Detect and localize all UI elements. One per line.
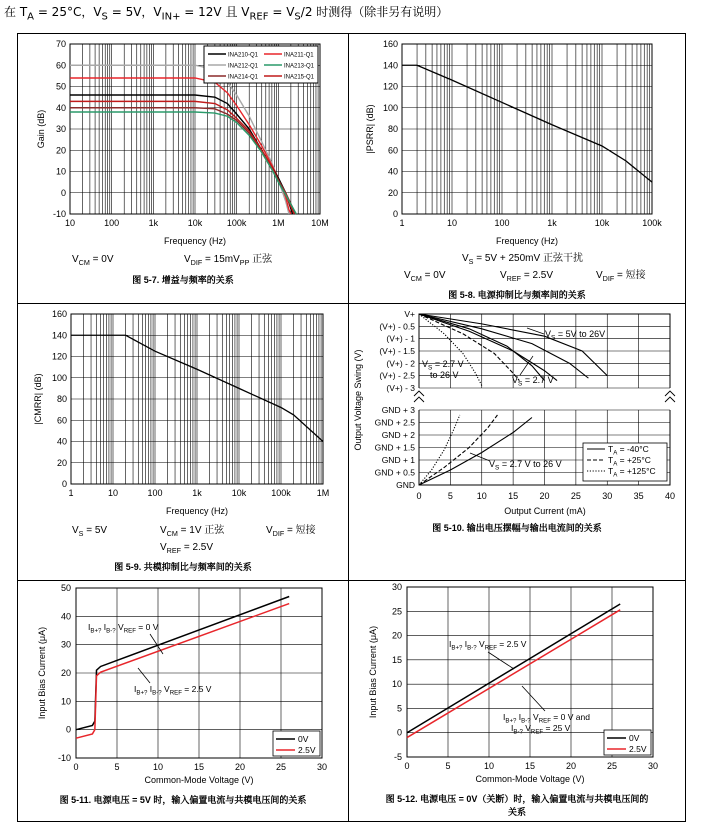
y-tick-label: 0 xyxy=(60,187,66,198)
y-axis-label: |PSRR| (dB) xyxy=(365,104,375,154)
x-tick-label: 5 xyxy=(114,762,120,772)
x-axis-label: Frequency (Hz) xyxy=(163,236,227,246)
legend xyxy=(204,46,318,83)
x-tick-label: 1 xyxy=(68,488,74,498)
condition-vref-part: = 2.5V xyxy=(181,542,214,553)
y-tick-label: GND + 1 xyxy=(381,455,415,465)
series-ina213-q1 xyxy=(70,112,296,214)
y-axis-label: Gain (dB) xyxy=(36,109,46,149)
legend-label: 0V xyxy=(298,734,309,744)
annotation-vs-2p7-tail: to 26 V xyxy=(430,370,459,380)
x-tick-label: 25 xyxy=(570,491,581,501)
condition-vdif xyxy=(266,523,316,538)
x-axis-label: Common-Mode Voltage (V) xyxy=(144,775,254,785)
header-suffix: /2 时测得（除非另有说明） xyxy=(300,5,449,19)
y-tick-label: (V+) - 3 xyxy=(386,383,415,393)
condition-vdif-part: = 短接 xyxy=(284,525,316,536)
condition-vcm-part: = 1V 正弦 xyxy=(177,525,225,536)
condition-vdif-part: DIF xyxy=(272,528,285,538)
condition-vdif-part: DIF xyxy=(602,273,615,283)
y-tick-label: (V+) - 1 xyxy=(386,333,415,344)
annotation-vref-2p5-part: I xyxy=(462,639,468,649)
x-axis-label: Frequency (Hz) xyxy=(495,236,559,246)
annotation-vref-2p5-part: B+? xyxy=(136,689,148,697)
x-tick-label: 15 xyxy=(508,491,519,501)
condition-vdif xyxy=(184,252,273,267)
x-tick-label: 40 xyxy=(664,491,676,501)
y-tick-label: (V+) - 2.5 xyxy=(379,370,415,381)
y-tick-label: -5 xyxy=(393,752,402,762)
legend-label: 0V xyxy=(629,733,640,743)
annotation-leader xyxy=(522,686,545,711)
annotation-vs-2p7-left-part: V xyxy=(422,359,429,369)
y-tick-label: 40 xyxy=(387,166,398,177)
annotation-vref-25-part: V xyxy=(522,723,531,733)
legend-label-part: A xyxy=(613,449,618,457)
annotation-vref-0-part: I xyxy=(88,622,91,632)
condition-vs-part: V xyxy=(72,525,79,536)
x-tick-label: 0 xyxy=(404,761,410,771)
condition-vref-part: V xyxy=(500,270,507,281)
annotation-vs-5-26-part: = 5V to 26V xyxy=(555,329,606,339)
x-axis-label: Output Current (mA) xyxy=(504,506,586,516)
y-tick-label: 60 xyxy=(387,145,398,156)
x-tick-label: 1 xyxy=(399,218,405,228)
y-tick-label: 60 xyxy=(56,415,67,426)
annotation-vs-2p7-mid-part: V xyxy=(512,375,519,385)
y-tick-label: GND + 3 xyxy=(381,405,415,415)
condition-vs-part: = 5V xyxy=(83,525,108,536)
condition-vs-part: = 5V + 250mV 正弦干扰 xyxy=(473,253,583,264)
y-tick-label: 30 xyxy=(55,124,66,134)
condition-vref xyxy=(160,542,213,555)
condition-vdif-part: 正弦 xyxy=(249,254,273,265)
y-tick-label: 0 xyxy=(396,727,402,738)
legend-label-part: A xyxy=(613,460,618,468)
fig-5-8-psrr-vs-frequency xyxy=(365,39,662,300)
x-tick-label: 100 xyxy=(494,218,510,228)
x-tick-label: 15 xyxy=(524,761,536,771)
y-tick-label: 30 xyxy=(60,639,71,650)
y-tick-label: 60 xyxy=(55,60,66,71)
figure-caption: 图 5-10. 输出电压摆幅与输出电流间的关系 xyxy=(432,523,602,533)
legend-label: INA213-Q1 xyxy=(284,63,315,70)
y-tick-label: 10 xyxy=(55,166,66,177)
y-tick-label: 80 xyxy=(387,124,398,134)
y-tick-label: GND xyxy=(396,480,415,490)
y-tick-label: 25 xyxy=(391,606,402,617)
legend-label-part: T xyxy=(608,444,614,454)
legend-label-part: = +25°C xyxy=(617,455,651,465)
y-tick-label: 20 xyxy=(55,145,66,156)
condition-vdif-part: = 短接 xyxy=(614,270,646,281)
x-tick-label: 25 xyxy=(275,762,287,772)
condition-vdif-part: = 15mV xyxy=(202,254,240,265)
x-tick-label: 30 xyxy=(602,491,613,501)
series-ina215-q1 xyxy=(70,101,294,214)
legend xyxy=(604,730,651,755)
y-tick-label: V+ xyxy=(404,309,415,319)
y-tick-label: 0 xyxy=(65,724,71,735)
y-tick-label: 10 xyxy=(391,679,402,690)
figure-caption: 图 5-9. 共模抑制比与频率间的关系 xyxy=(114,562,252,572)
y-tick-label: 20 xyxy=(56,457,67,468)
condition-vref-part: REF xyxy=(506,273,522,283)
condition-vref-part: REF xyxy=(166,545,182,555)
x-tick-label: 10M xyxy=(311,218,329,228)
condition-vcm-part: CM xyxy=(166,528,178,538)
annotation-vref-0-and-part: I xyxy=(516,712,522,722)
annotation-leader xyxy=(488,652,514,669)
annotation-vref-0-and-part: B-? xyxy=(521,717,531,725)
condition-vs xyxy=(462,251,583,266)
header-vin-val: = 12V 且 V xyxy=(180,5,250,19)
annotation-vref-0-part: B+? xyxy=(90,627,102,635)
y-axis-label: Output Voltage Swing (V) xyxy=(353,349,363,451)
condition-vcm-part: = 0V xyxy=(89,254,114,265)
x-tick-label: 1k xyxy=(148,218,159,228)
annotation-vref-0-part: REF xyxy=(123,627,136,635)
annotation-vref-25-part: = 25 V xyxy=(543,723,571,733)
annotation-vs-5-26-part: V xyxy=(545,329,552,339)
x-tick-label: 20 xyxy=(234,762,246,772)
header-vs-sub: S xyxy=(101,11,108,23)
fig-5-7-gain-vs-frequency xyxy=(36,39,329,285)
condition-vcm xyxy=(72,254,114,267)
y-tick-label: -10 xyxy=(57,753,71,763)
annotation-vref-2p5-part: = 2.5 V xyxy=(496,639,527,649)
annotation-vref-25-part: REF xyxy=(530,728,544,736)
bottom-series-line xyxy=(419,415,460,485)
annotation-vref-0-and-part: I xyxy=(503,712,506,722)
x-tick-label: 100 xyxy=(104,218,120,228)
annotation-vs-bottom-part: S xyxy=(495,464,500,472)
x-tick-label: 1k xyxy=(547,218,557,228)
y-tick-label: (V+) - 0.5 xyxy=(379,321,415,332)
annotation-vref-2p5-part: = 2.5 V xyxy=(181,684,212,694)
condition-vcm-part: V xyxy=(404,270,411,281)
annotation-vs-2p7-mid-part: = 2.7 V xyxy=(522,375,554,385)
header-vs-val: = 5V，V xyxy=(107,5,162,19)
x-tick-label: 1M xyxy=(272,218,285,228)
y-tick-label: 160 xyxy=(51,309,67,319)
annotation-vref-0 xyxy=(88,622,159,634)
figure-caption: 图 5-7. 增益与频率的关系 xyxy=(132,275,234,285)
x-tick-label: 10 xyxy=(107,488,119,498)
legend-label-part: = -40°C xyxy=(617,444,649,454)
legend-label: INA211-Q1 xyxy=(284,52,314,59)
y-tick-label: 0 xyxy=(61,479,67,489)
x-tick-label: 10 xyxy=(476,491,487,501)
x-tick-label: 0 xyxy=(416,491,422,501)
y-tick-label: 80 xyxy=(56,394,67,404)
legend-label: 2.5V xyxy=(298,745,316,755)
y-tick-label: 100 xyxy=(382,102,398,113)
annotation-vs-2p7-left-part: = 2.7 V xyxy=(432,359,464,369)
condition-vs-part: S xyxy=(468,256,474,266)
x-tick-label: 1M xyxy=(316,488,330,498)
series-psrr xyxy=(402,65,652,182)
x-tick-label: 20 xyxy=(539,491,550,501)
header-ta-val: = 25°C，V xyxy=(34,5,102,19)
y-tick-label: 140 xyxy=(382,60,398,71)
y-tick-label: 120 xyxy=(382,81,398,92)
condition-vref-part: = 2.5V xyxy=(521,270,554,281)
annotation-vref-2p5 xyxy=(134,684,212,696)
figure-caption-line1: 图 5-12. 电源电压 = 0V（关断）时，输入偏置电流与共模电压间的 xyxy=(385,794,649,804)
condition-vcm-part: V xyxy=(160,525,167,536)
condition-vcm-part: CM xyxy=(78,257,90,267)
grid xyxy=(71,314,323,484)
y-tick-label: GND + 1.5 xyxy=(374,442,415,453)
figure-caption: 图 5-11. 电源电压 = 5V 时，输入偏置电流与共模电压间的关系 xyxy=(59,795,307,805)
x-tick-label: 10k xyxy=(594,218,610,228)
axis-break-left xyxy=(414,391,424,402)
annotation-vref-0-and-part: V xyxy=(530,712,539,722)
x-tick-label: 1k xyxy=(192,488,202,498)
condition-vs xyxy=(72,525,107,538)
series-2p5v xyxy=(76,604,289,739)
y-tick-label: 20 xyxy=(391,630,402,641)
annotation-vref-2p5-part: V xyxy=(476,639,485,649)
annotation-vs-5-26 xyxy=(545,329,605,342)
y-tick-label: 160 xyxy=(382,39,398,49)
annotation-vref-2p5-part: B+? xyxy=(451,644,463,652)
condition-vdif-part: PP xyxy=(239,257,250,267)
annotation-vs-bottom-part: V xyxy=(489,459,496,469)
y-tick-label: 40 xyxy=(60,611,71,622)
header-prefix: 在 T xyxy=(4,5,28,19)
x-tick-label: 25 xyxy=(606,761,618,771)
legend-label: INA215-Q1 xyxy=(284,74,315,81)
bottom-series-line xyxy=(419,418,532,486)
x-tick-label: 100k xyxy=(226,218,247,228)
x-tick-label: 20 xyxy=(565,761,577,771)
condition-vref xyxy=(500,270,553,283)
x-tick-label: 10 xyxy=(152,762,164,772)
annotation-vref-2p5-part: I xyxy=(449,639,452,649)
annotation-vref-2p5-part: REF xyxy=(169,689,182,697)
annotation-leader xyxy=(138,668,150,683)
x-tick-label: 100k xyxy=(271,488,291,498)
header-vref-sub: REF xyxy=(249,11,269,23)
y-tick-label: (V+) - 2 xyxy=(386,358,415,369)
series-ina210-q1 xyxy=(70,95,293,214)
x-tick-label: 10 xyxy=(483,761,495,771)
legend-label-part: A xyxy=(613,471,618,479)
y-tick-label: 140 xyxy=(51,330,67,341)
annotation-vref-2p5-part: I xyxy=(147,684,153,694)
y-tick-label: GND + 2.5 xyxy=(374,417,415,428)
x-tick-label: 100 xyxy=(147,488,163,498)
panel-frame xyxy=(18,34,686,822)
y-tick-label: 15 xyxy=(391,654,402,665)
grid xyxy=(402,44,652,214)
annotation-vs-2p7-mid xyxy=(512,375,554,388)
y-tick-label: 100 xyxy=(51,372,67,383)
condition-vdif-part: V xyxy=(596,270,603,281)
legend-label-part: = +125°C xyxy=(617,466,656,476)
annotation-vref-25-part: I xyxy=(511,723,514,733)
annotation-vref-0-part: V xyxy=(115,622,124,632)
y-tick-label: 20 xyxy=(387,187,398,198)
annotation-vs-bottom xyxy=(489,459,562,472)
y-tick-label: -10 xyxy=(52,209,66,219)
legend-label: INA210-Q1 xyxy=(228,52,259,59)
x-tick-label: 30 xyxy=(647,761,659,771)
y-tick-label: GND + 2 xyxy=(381,430,415,440)
legend-label: INA212-Q1 xyxy=(228,63,259,70)
y-axis-label: Input Bias Current (μA) xyxy=(37,626,47,720)
y-tick-label: 120 xyxy=(51,351,67,362)
header-vs2-sub: S xyxy=(294,11,301,23)
y-tick-label: 20 xyxy=(60,668,71,678)
x-tick-label: 10 xyxy=(64,218,76,228)
condition-vdif-part: DIF xyxy=(190,257,203,267)
y-tick-label: 50 xyxy=(55,81,66,92)
x-tick-label: 5 xyxy=(447,491,453,501)
annotation-vref-2p5-part: I xyxy=(134,684,137,694)
condition-vs-part: V xyxy=(462,253,469,264)
x-tick-label: 5 xyxy=(445,761,451,771)
x-tick-label: 100k xyxy=(642,218,662,228)
axis-break-right xyxy=(665,391,675,402)
x-axis-label: Common-Mode Voltage (V) xyxy=(475,774,585,784)
condition-vcm-part: = 0V xyxy=(421,270,446,281)
legend xyxy=(583,443,667,481)
annotation-vref-0-part: I xyxy=(101,622,107,632)
annotation-vs-2p7-mid-part: S xyxy=(518,380,523,388)
x-tick-label: 10 xyxy=(446,218,458,228)
annotation-vref-2p5-part: REF xyxy=(484,644,497,652)
condition-vref-part: V xyxy=(160,542,167,553)
y-tick-label: 50 xyxy=(60,583,71,593)
y-tick-label: GND + 0.5 xyxy=(374,467,415,478)
fig-5-12-bias-current-0v xyxy=(368,582,658,817)
annotation-vs-5-26-part: S xyxy=(551,334,556,342)
condition-vcm xyxy=(160,523,225,538)
annotation-vref-0-and-part: = 0 V and xyxy=(550,712,590,722)
y-tick-label: 70 xyxy=(55,39,66,49)
header-ta-sub: A xyxy=(27,11,34,23)
annotation-vs-bottom-part: = 2.7 V to 26 V xyxy=(499,459,562,469)
annotation-vref-0-part: = 0 V xyxy=(135,622,159,632)
y-tick-label: 40 xyxy=(55,102,66,113)
annotation-vref-2p5-part: V xyxy=(161,684,170,694)
x-tick-label: 15 xyxy=(193,762,205,772)
legend xyxy=(273,731,320,756)
annotation-vref-2p5-part: B-? xyxy=(152,689,162,697)
figure-caption-line2: 关系 xyxy=(507,807,527,817)
y-tick-label: 40 xyxy=(56,436,67,447)
x-tick-label: 10k xyxy=(187,218,203,228)
y-tick-label: (V+) - 1.5 xyxy=(379,346,415,356)
annotation-vref-0-and-part: REF xyxy=(538,717,551,725)
condition-vdif xyxy=(596,268,646,283)
annotation-vref-0-part: B-? xyxy=(106,627,116,635)
fig-5-10-output-swing-vs-current xyxy=(353,309,675,533)
x-axis-label: Frequency (Hz) xyxy=(165,506,229,516)
legend-label: INA214-Q1 xyxy=(228,74,259,81)
x-tick-label: 0 xyxy=(73,762,79,772)
condition-vdif-part: V xyxy=(184,254,191,265)
annotation-vref-25-part: B-? xyxy=(513,728,523,736)
legend-label-part: T xyxy=(608,455,614,465)
annotation-vref-2p5 xyxy=(449,639,527,651)
header-vref-val: = V xyxy=(268,5,295,19)
condition-vcm-part: V xyxy=(72,254,79,265)
annotation-vs-2p7-left-part: S xyxy=(428,364,433,372)
y-tick-label: 10 xyxy=(60,696,71,707)
condition-vcm xyxy=(404,270,446,283)
y-tick-label: 0 xyxy=(392,209,398,219)
figure-caption: 图 5-8. 电源抑制比与频率间的关系 xyxy=(448,290,586,300)
legend-label: 2.5V xyxy=(629,744,647,754)
x-tick-label: 10k xyxy=(231,488,247,498)
y-axis-label: |CMRR| (dB) xyxy=(33,373,43,425)
condition-vs-part: S xyxy=(78,528,84,538)
annotation-vref-25 xyxy=(511,723,571,735)
condition-vdif-part: V xyxy=(266,525,273,536)
annotation-vref-2p5-part: B-? xyxy=(467,644,477,652)
fig-5-11-bias-current-5v xyxy=(37,583,327,806)
x-tick-label: 30 xyxy=(316,762,328,772)
condition-vcm-part: CM xyxy=(410,273,422,283)
header-vin-sub: IN+ xyxy=(161,11,181,23)
y-tick-label: 30 xyxy=(391,582,402,592)
y-tick-label: 5 xyxy=(396,703,402,714)
y-axis-label: Input Bias Current (μA) xyxy=(368,625,378,719)
fig-5-9-cmrr-vs-frequency xyxy=(33,309,329,572)
legend-label-part: T xyxy=(608,466,614,476)
annotation-vref-0-and-part: B+? xyxy=(505,717,517,725)
x-tick-label: 35 xyxy=(633,491,644,501)
